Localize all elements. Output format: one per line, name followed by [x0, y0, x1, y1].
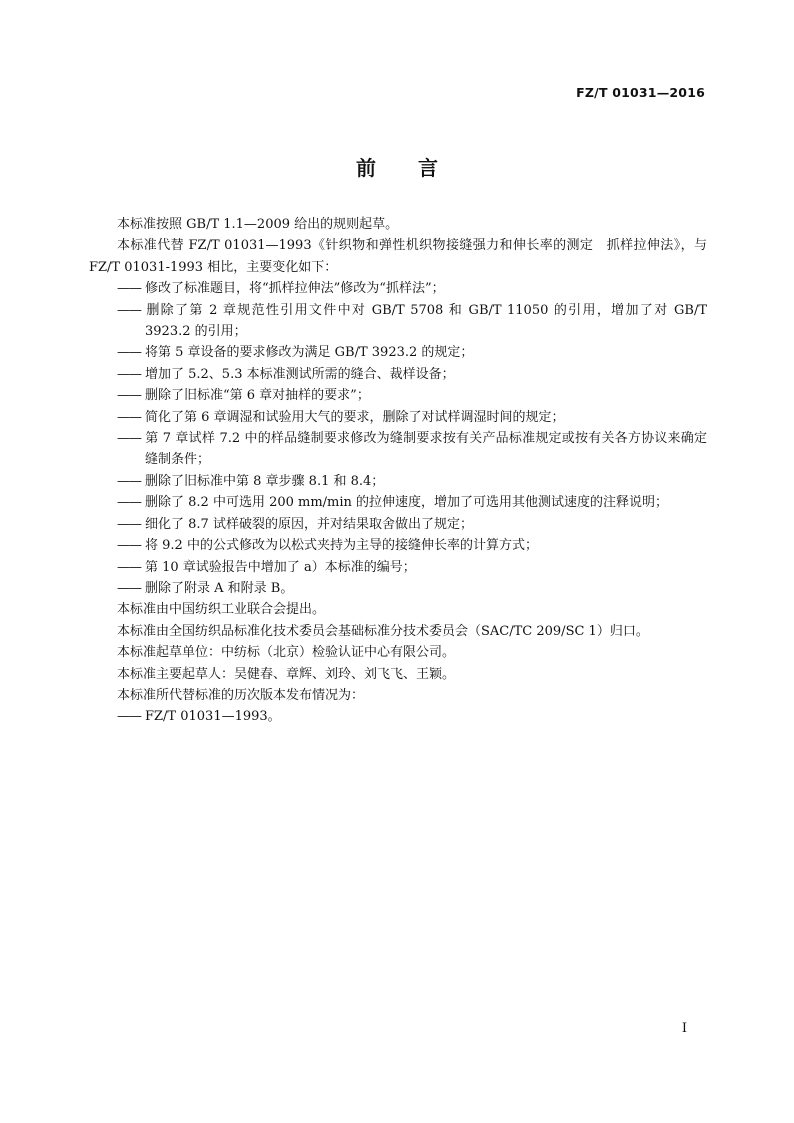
- paragraph-replacement: 本标准代替 FZ/T 01031—1993《针织物和弹性机织物接缝强力和伸长率的测定 抓样拉伸法》，与 FZ/T 01031-1993 相比，主要变化如下：: [89, 238, 707, 275]
- list-item: [89, 578, 707, 599]
- dash-marker: ——: [117, 709, 141, 725]
- list-item: [89, 557, 707, 578]
- foreword-body: [89, 214, 707, 728]
- list-item-text: 删除了第 2 章规范性引用文件中对 GB/T 5708 和 GB/T 11050 的引用，增加了对 GB/T 3923.2 的引用；: [145, 302, 707, 340]
- list-item-text: 简化了第 6 章调湿和试验用大气的要求，删除了对试样调湿时间的规定；: [145, 409, 565, 425]
- list-item: [89, 428, 707, 471]
- list-item-text: 修改了标准题目，将“抓样拉伸法”修改为“抓样法”；: [145, 281, 445, 297]
- list-item-text: 删除了附录 A 和附录 B。: [145, 580, 294, 596]
- paragraph-drafting-rules: 本标准按照 GB/T 1.1—2009 给出的规则起草。: [117, 217, 399, 232]
- paragraph-proposer: 本标准由中国纺织工业联合会提出。: [117, 602, 326, 618]
- dash-marker: ——: [117, 366, 141, 382]
- list-item: [89, 514, 707, 535]
- list-item: [89, 278, 707, 299]
- list-item: [89, 535, 707, 556]
- list-item: [89, 706, 707, 727]
- dash-marker: ——: [117, 580, 141, 596]
- dash-marker: ——: [117, 345, 141, 361]
- list-item-text: 第 10 章试验报告中增加了 a）本标准的编号；: [145, 559, 416, 575]
- changes-list: [89, 278, 707, 599]
- dash-marker: ——: [117, 495, 141, 511]
- list-item-text: 删除了 8.2 中可选用 200 mm/min 的拉伸速度，增加了可选用其他测试速度的注释说明；: [145, 495, 669, 511]
- list-item: [89, 471, 707, 492]
- dash-marker: ——: [117, 559, 141, 575]
- list-item-text: FZ/T 01031—1993。: [145, 709, 281, 725]
- dash-marker: ——: [117, 409, 141, 425]
- list-item-text: 细化了 8.7 试样破裂的原因，并对结果取舍做出了规定；: [145, 516, 473, 532]
- history-list: [89, 706, 707, 727]
- list-item-text: 增加了 5.2、5.3 本标准测试所需的缝合、裁样设备；: [145, 366, 455, 382]
- paragraph-history-intro: 本标准所代替标准的历次版本发布情况为：: [117, 687, 365, 703]
- dash-marker: ——: [117, 302, 141, 318]
- dash-marker: ——: [117, 538, 141, 554]
- list-item: [89, 300, 707, 343]
- list-item-text: 删除了旧标准“第 6 章对抽样的要求”；: [145, 388, 370, 404]
- list-item-text: 将 9.2 中的公式修改为以松式夹持为主导的接缝伸长率的计算方式；: [145, 538, 538, 554]
- list-item-text: 删除了旧标准中第 8 章步骤 8.1 和 8.4；: [145, 473, 385, 489]
- list-item: [89, 492, 707, 513]
- list-item-text: 将第 5 章设备的要求修改为满足 GB/T 3923.2 的规定；: [145, 345, 474, 361]
- list-item: [89, 407, 707, 428]
- list-item-text: 第 7 章试样 7.2 中的样品缝制要求修改为缝制要求按有关产品标准规定或按有关各方协议来确定缝制条件；: [145, 431, 707, 468]
- dash-marker: ——: [117, 281, 141, 297]
- dash-marker: ——: [117, 431, 141, 447]
- dash-marker: ——: [117, 516, 141, 532]
- list-item: [89, 364, 707, 385]
- dash-marker: ——: [117, 473, 141, 489]
- paragraph-drafters: 本标准主要起草人：吴健春、章辉、刘玲、刘飞飞、王颖。: [117, 666, 456, 682]
- list-item: [89, 342, 707, 363]
- paragraph-drafting-unit: 本标准起草单位：中纺标（北京）检验认证中心有限公司。: [117, 645, 456, 661]
- standard-code: FZ/T 01031—2016: [576, 85, 705, 100]
- page-number: I: [681, 1021, 687, 1036]
- page-title: 前言: [356, 156, 480, 180]
- paragraph-committee: 本标准由全国纺织品标准化技术委员会基础标准分技术委员会（SAC/TC 209/SC 1）归口。: [117, 623, 649, 639]
- list-item: [89, 385, 707, 406]
- dash-marker: ——: [117, 388, 141, 404]
